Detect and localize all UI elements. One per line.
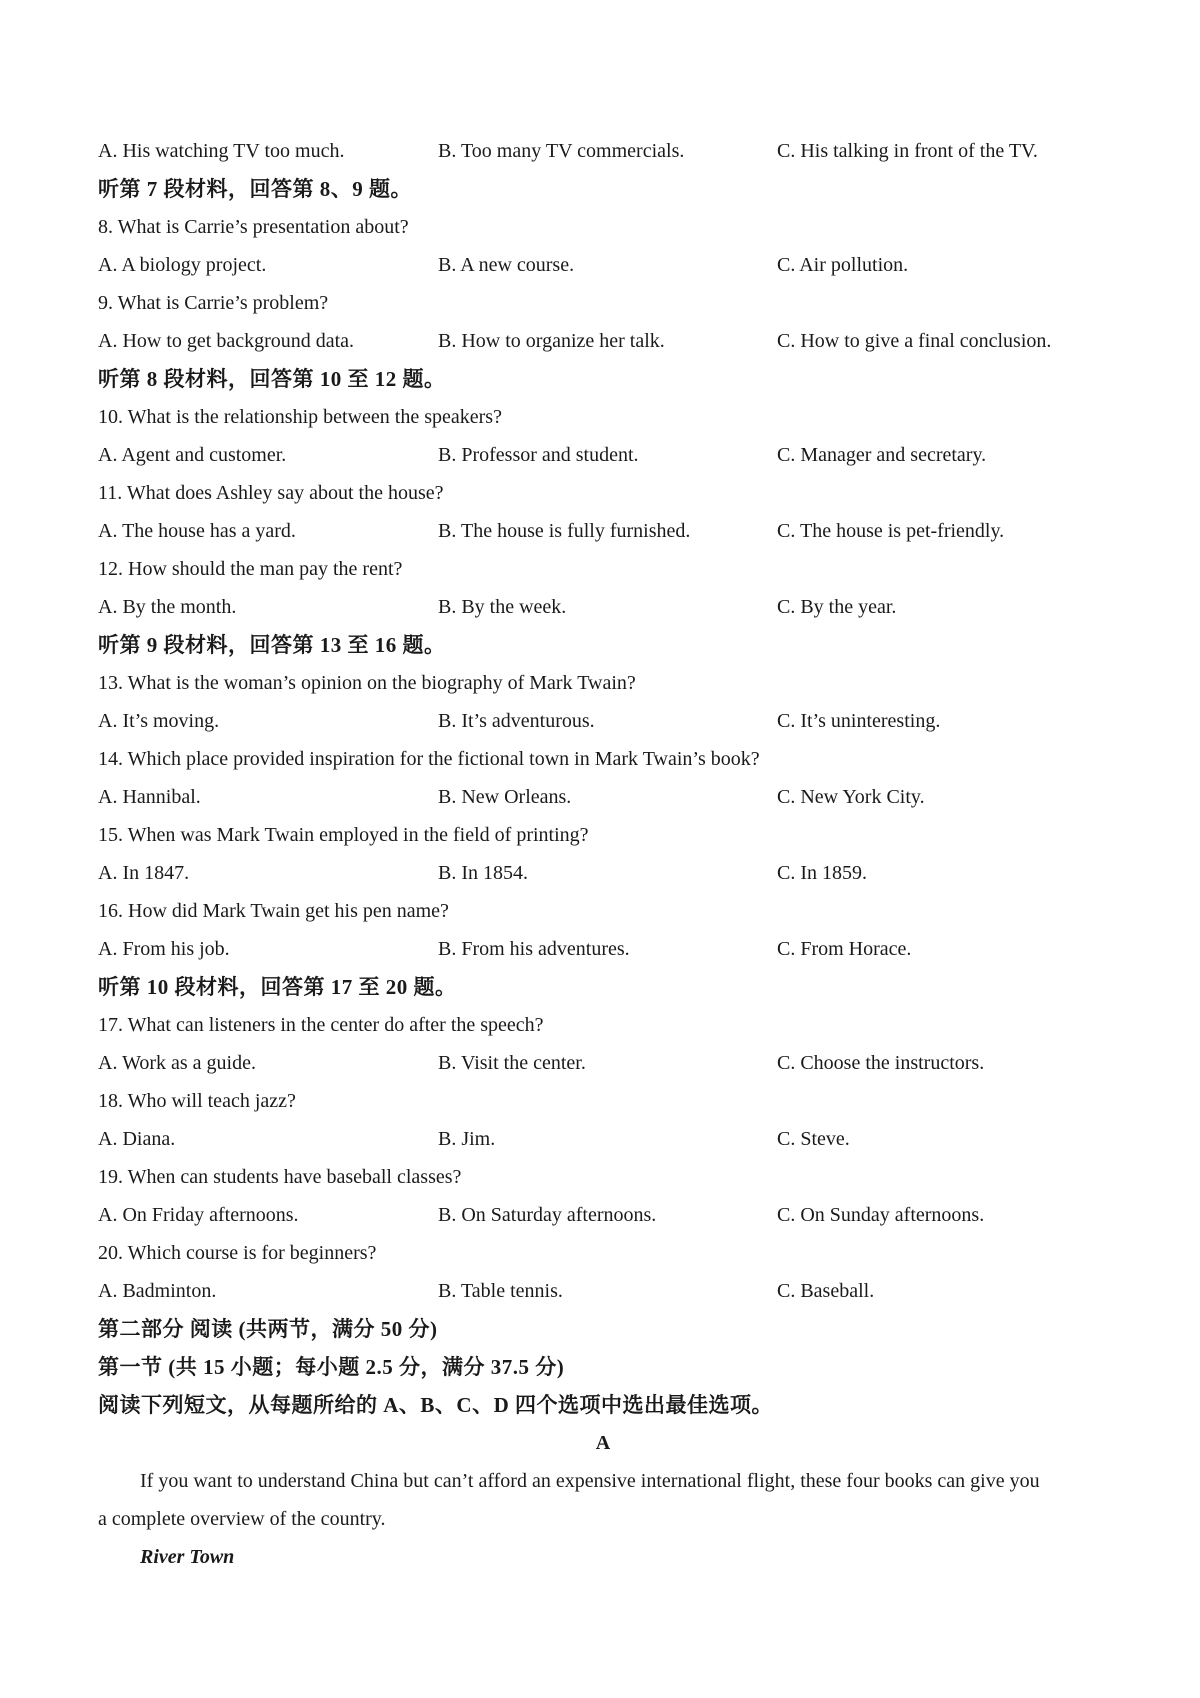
option-a: A. Badminton. xyxy=(98,1280,217,1302)
option-c: C. New York City. xyxy=(777,786,925,808)
question-text: 10. What is the relationship between the speakers? xyxy=(98,406,502,428)
page-content xyxy=(98,132,1108,1576)
question-text: 20. Which course is for beginners? xyxy=(98,1242,377,1264)
option-a: A. Diana. xyxy=(98,1128,176,1150)
option-c: C. How to give a final conclusion. xyxy=(777,330,1052,352)
option-c: C. His talking in front of the TV. xyxy=(777,140,1038,162)
question-text: 17. What can listeners in the center do after the speech? xyxy=(98,1014,544,1036)
option-a: A. How to get background data. xyxy=(98,330,355,352)
answer-options xyxy=(98,1272,1108,1310)
section-heading: 第二部分 阅读 (共两节，满分 50 分) xyxy=(98,1317,438,1341)
answer-options xyxy=(98,1120,1108,1158)
answer-options xyxy=(98,512,1108,550)
answer-options xyxy=(98,132,1108,170)
option-a: A. His watching TV too much. xyxy=(98,140,345,162)
section-heading: 听第 9 段材料，回答第 13 至 16 题。 xyxy=(98,633,446,657)
section-heading: 听第 7 段材料，回答第 8、9 题。 xyxy=(98,177,412,201)
answer-options xyxy=(98,588,1108,626)
option-a: A. On Friday afternoons. xyxy=(98,1204,299,1226)
answer-options xyxy=(98,246,1108,284)
option-c: C. It’s uninteresting. xyxy=(777,710,941,732)
question-text: 18. Who will teach jazz? xyxy=(98,1090,296,1112)
option-b: B. From his adventures. xyxy=(438,938,630,960)
question-text: 8. What is Carrie’s presentation about? xyxy=(98,216,409,238)
passage-line: a complete overview of the country. xyxy=(98,1508,386,1530)
option-c: C. Air pollution. xyxy=(777,254,909,276)
option-c: C. By the year. xyxy=(777,596,897,618)
answer-options xyxy=(98,322,1108,360)
section-heading: 听第 10 段材料，回答第 17 至 20 题。 xyxy=(98,975,457,999)
option-b: B. Table tennis. xyxy=(438,1280,563,1302)
section-heading: 听第 8 段材料，回答第 10 至 12 题。 xyxy=(98,367,446,391)
section-heading: 第一节 (共 15 小题；每小题 2.5 分，满分 37.5 分) xyxy=(98,1355,565,1379)
option-b: B. How to organize her talk. xyxy=(438,330,665,352)
book-title: River Town xyxy=(140,1546,235,1568)
question-text: 14. Which place provided inspiration for the fictional town in Mark Twain’s book? xyxy=(98,748,760,770)
option-b: B. Professor and student. xyxy=(438,444,639,466)
answer-options xyxy=(98,930,1108,968)
option-b: B. On Saturday afternoons. xyxy=(438,1204,657,1226)
option-b: B. Jim. xyxy=(438,1128,496,1150)
option-a: A. Hannibal. xyxy=(98,786,201,808)
option-a: A. By the month. xyxy=(98,596,237,618)
option-b: B. A new course. xyxy=(438,254,575,276)
option-b: B. It’s adventurous. xyxy=(438,710,595,732)
answer-options xyxy=(98,702,1108,740)
question-text: 15. When was Mark Twain employed in the field of printing? xyxy=(98,824,589,846)
option-b: B. In 1854. xyxy=(438,862,528,884)
question-text: 19. When can students have baseball classes? xyxy=(98,1166,462,1188)
passage-paragraph: If you want to understand China but can’t afford an expensive international flight, these four books can give you xyxy=(140,1470,1040,1492)
question-text: 16. How did Mark Twain get his pen name? xyxy=(98,900,449,922)
section-heading: 阅读下列短文，从每题所给的 A、B、C、D 四个选项中选出最佳选项。 xyxy=(98,1393,774,1417)
option-c: C. On Sunday afternoons. xyxy=(777,1204,985,1226)
option-a: A. In 1847. xyxy=(98,862,190,884)
question-text: 11. What does Ashley say about the house? xyxy=(98,482,444,504)
option-b: B. New Orleans. xyxy=(438,786,572,808)
answer-options xyxy=(98,436,1108,474)
option-c: C. The house is pet-friendly. xyxy=(777,520,1005,542)
answer-options xyxy=(98,854,1108,892)
option-a: A. A biology project. xyxy=(98,254,267,276)
option-c: C. Choose the instructors. xyxy=(777,1052,985,1074)
option-a: A. From his job. xyxy=(98,938,230,960)
option-c: C. From Horace. xyxy=(777,938,912,960)
option-a: A. Agent and customer. xyxy=(98,444,287,466)
option-c: C. In 1859. xyxy=(777,862,867,884)
option-c: C. Manager and secretary. xyxy=(777,444,987,466)
answer-options xyxy=(98,1044,1108,1082)
question-text: 9. What is Carrie’s problem? xyxy=(98,292,329,314)
passage-label: A xyxy=(595,1432,611,1454)
answer-options xyxy=(98,778,1108,816)
option-b: B. By the week. xyxy=(438,596,567,618)
option-c: C. Baseball. xyxy=(777,1280,875,1302)
answer-options xyxy=(98,1196,1108,1234)
question-text: 13. What is the woman’s opinion on the biography of Mark Twain? xyxy=(98,672,636,694)
option-b: B. Visit the center. xyxy=(438,1052,586,1074)
option-b: B. The house is fully furnished. xyxy=(438,520,691,542)
question-text: 12. How should the man pay the rent? xyxy=(98,558,403,580)
option-a: A. The house has a yard. xyxy=(98,520,296,542)
option-a: A. Work as a guide. xyxy=(98,1052,256,1074)
option-c: C. Steve. xyxy=(777,1128,850,1150)
option-b: B. Too many TV commercials. xyxy=(438,140,685,162)
option-a: A. It’s moving. xyxy=(98,710,220,732)
